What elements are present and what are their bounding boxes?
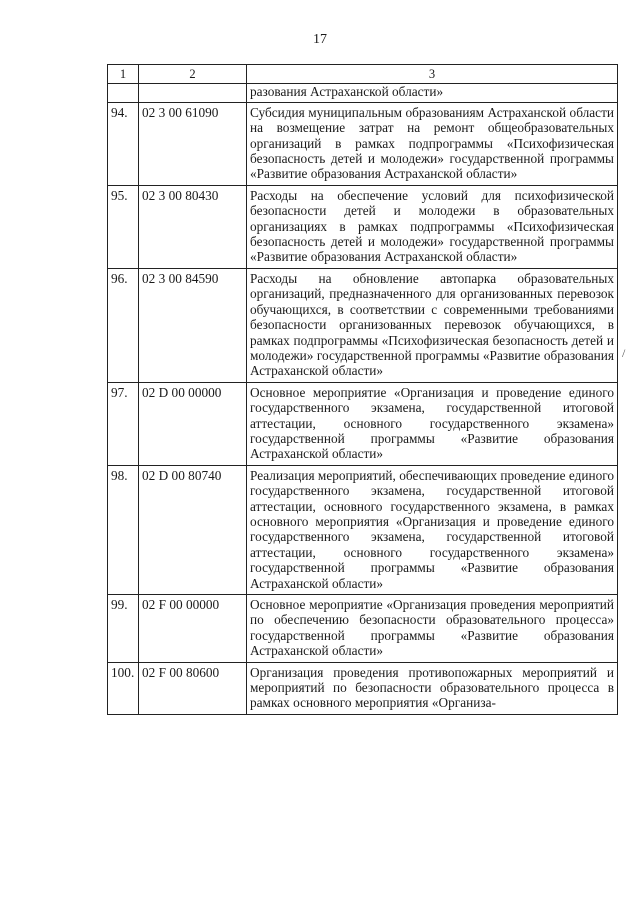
cell-code: 02 3 00 80430 bbox=[139, 185, 247, 268]
cell-description: Организация проведения противопожарных мероприятий и мероприятий по безопасности образовательного процесса в рамках основного мероприятия «Организа- bbox=[247, 662, 618, 714]
cell-description: Реализация мероприятий, обеспечивающих проведение единого государственного экзамена, государственной итоговой аттестации, основного государственного экзамена, в рамках основного мероприятия «Организация и проведение единого государственного экзамена, государственной итоговой аттестации, основного государственного экзамена» государственной программы «Развитие образования Астраханской области» bbox=[247, 465, 618, 594]
cell-description: Субсидия муниципальным образованиям Астраханской области на возмещение затрат на ремонт общеобразовательных организаций в рамках подпрограммы «Психофизическая безопасность детей и молодежи» государственной программы «Развитие образования Астраханской области» bbox=[247, 102, 618, 185]
column-header-description: 3 bbox=[247, 65, 618, 84]
cell-number: 96. bbox=[108, 268, 139, 382]
cell-number: 97. bbox=[108, 382, 139, 465]
table-row bbox=[108, 662, 618, 714]
table-row bbox=[108, 185, 618, 268]
table-row bbox=[108, 595, 618, 663]
cell-description: Основное мероприятие «Организация и проведение единого государственного экзамена, государственной итоговой аттестации, основного государственного экзамена» государственной программы «Развитие образования Астраханской области» bbox=[247, 382, 618, 465]
cell-code bbox=[139, 84, 247, 102]
page-number: 17 bbox=[313, 32, 327, 47]
table-row-continuation bbox=[108, 84, 618, 102]
cell-description: Основное мероприятие «Организация проведения мероприятий по обеспечению безопасности образовательного процесса» государственной программы «Развитие образования Астраханской области» bbox=[247, 595, 618, 663]
cell-number: 98. bbox=[108, 465, 139, 594]
cell-number: 100. bbox=[108, 662, 139, 714]
margin-mark: / bbox=[622, 346, 626, 360]
table-row bbox=[108, 102, 618, 185]
column-header-number: 1 bbox=[108, 65, 139, 84]
column-header-code: 2 bbox=[139, 65, 247, 84]
cell-code: 02 F 00 00000 bbox=[139, 595, 247, 663]
cell-number bbox=[108, 84, 139, 102]
cell-code: 02 D 00 00000 bbox=[139, 382, 247, 465]
cell-code: 02 3 00 84590 bbox=[139, 268, 247, 382]
cell-description: Расходы на обеспечение условий для психофизической безопасности детей и молодежи в образовательных организациях в рамках подпрограммы «Психофизическая безопасность детей и молодежи» государственной программы «Развитие образования Астраханской области» bbox=[247, 185, 618, 268]
table-row bbox=[108, 465, 618, 594]
table-row bbox=[108, 382, 618, 465]
cell-code: 02 F 00 80600 bbox=[139, 662, 247, 714]
cell-number: 95. bbox=[108, 185, 139, 268]
cell-description: Расходы на обновление автопарка образовательных организаций, предназначенного для организованных перевозок обучающихся, в соответствии с современными требованиями безопасности организованных перевозок обучающихся, в рамках подпрограммы «Психофизическая безопасность детей и молодежи» государственной программы «Развитие образования Астраханской области» bbox=[247, 268, 618, 382]
cell-code: 02 D 00 80740 bbox=[139, 465, 247, 594]
table-row bbox=[108, 268, 618, 382]
cell-number: 94. bbox=[108, 102, 139, 185]
table-header-row bbox=[108, 65, 618, 84]
cell-number: 99. bbox=[108, 595, 139, 663]
cell-description: разования Астраханской области» bbox=[247, 84, 618, 102]
cell-code: 02 3 00 61090 bbox=[139, 102, 247, 185]
budget-classification-table bbox=[107, 64, 618, 715]
